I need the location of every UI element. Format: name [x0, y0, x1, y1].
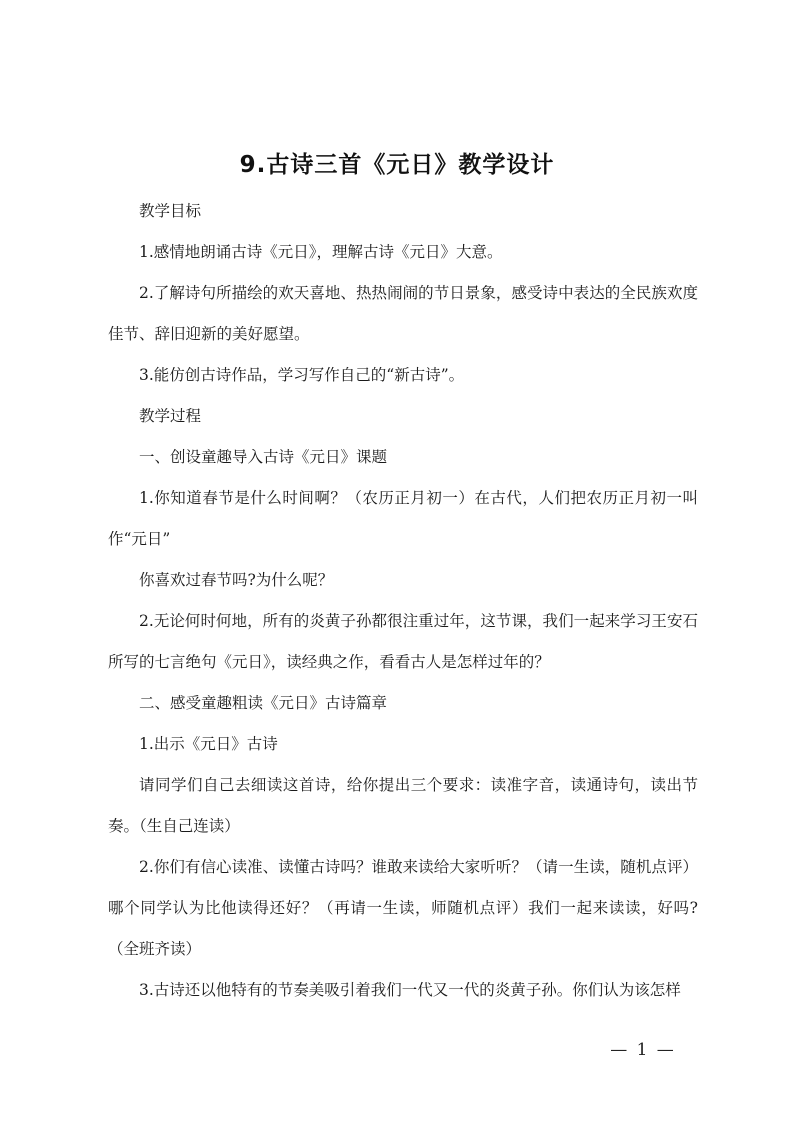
heading-teaching-goals: 教学目标 — [139, 202, 202, 220]
section-heading: 一、创设童趣导入古诗《元日》课题 — [139, 448, 388, 466]
goal-item: 3.能仿创古诗作品，学习写作自己的“新古诗”。 — [139, 366, 465, 384]
page-number: — 1 — — [610, 1040, 676, 1060]
body-paragraph: 1.出示《元日》古诗 — [139, 735, 278, 753]
body-paragraph: 请同学们自己去细读这首诗，给你提出三个要求：读准字音，读通诗句，读出节奏。（生自己连读） — [108, 776, 698, 835]
body-paragraph: 2.你们有信心读准、读懂古诗吗？谁敢来读给大家听听？（请一生读，随机点评）哪个同学认为比他读得还好？（再请一生读，师随机点评）我们一起来读读，好吗?（全班齐读） — [108, 858, 698, 958]
document-body — [108, 191, 698, 1011]
goal-item: 1.感情地朗诵古诗《元日》，理解古诗《元日》大意。 — [139, 243, 503, 261]
section-heading: 二、感受童趣粗读《元日》古诗篇章 — [139, 694, 388, 712]
body-paragraph: 2.无论何时何地，所有的炎黄子孙都很注重过年，这节课，我们一起来学习王安石所写的七言绝句《元日》，读经典之作，看看古人是怎样过年的？ — [108, 612, 698, 671]
heading-teaching-process: 教学过程 — [139, 407, 202, 425]
body-paragraph: 1.你知道春节是什么时间啊？（农历正月初一）在古代，人们把农历正月初一叫作“元日” — [108, 489, 698, 548]
body-paragraph: 3.古诗还以他特有的节奏美吸引着我们一代又一代的炎黄子孙。你们认为该怎样 — [139, 981, 681, 999]
body-paragraph: 你喜欢过春节吗?为什么呢？ — [139, 571, 334, 589]
goal-item: 2.了解诗句所描绘的欢天喜地、热热闹闹的节日景象，感受诗中表达的全民族欢度佳节、辞旧迎新的美好愿望。 — [108, 284, 698, 343]
document-title: 9.古诗三首《元日》教学设计 — [239, 152, 555, 178]
